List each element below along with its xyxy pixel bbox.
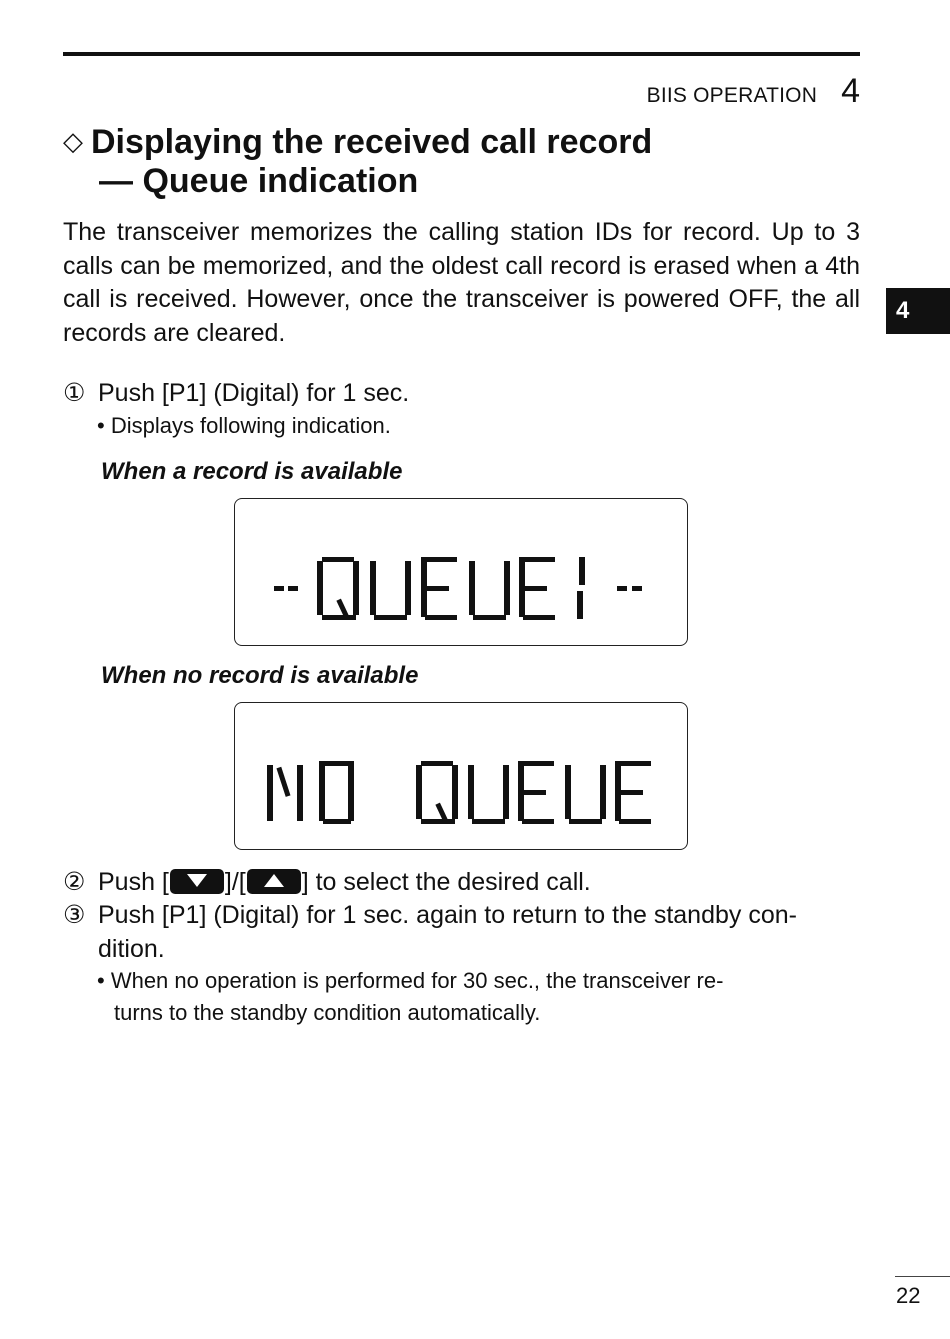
- step-2-marker: ②: [63, 868, 86, 896]
- chapter-tab: 4: [886, 288, 950, 334]
- step-2-pre: Push [: [98, 868, 169, 896]
- step-3-line-2: dition.: [98, 935, 165, 963]
- lcd-display-queue: [234, 498, 688, 646]
- step-2: [63, 866, 863, 899]
- running-header: [647, 72, 860, 111]
- page-number: 22: [896, 1283, 921, 1308]
- step-3-bullet-line-1: • When no operation is performed for 30 sec., the transceiver re-: [97, 968, 724, 993]
- step-3-line-1: Push [P1] (Digital) for 1 sec. again to return to the standby con-: [98, 901, 797, 929]
- intro-paragraph: The transceiver memorizes the calling station IDs for record. Up to 3 calls can be memorized, and the oldest call record is erased when a 4th call is received. However, once the transceiver is powered OFF, the all records are cleared.: [63, 218, 860, 347]
- step-3: [63, 899, 863, 932]
- top-rule: [63, 52, 860, 56]
- triangle-down-icon: [187, 874, 207, 888]
- section-title: [63, 122, 652, 201]
- lcd-segments: [235, 703, 689, 851]
- step-1-text: Push [P1] (Digital) for 1 sec.: [98, 379, 410, 407]
- step-1-marker: ①: [63, 379, 86, 407]
- step-2-post: ] to select the desired call.: [301, 868, 591, 896]
- step-1-bullet: • Displays following indication.: [97, 413, 391, 438]
- caption-record-available: When a record is available: [101, 458, 403, 485]
- step-3-marker: ③: [63, 901, 86, 929]
- step-1: [63, 377, 863, 410]
- step-2-mid: ]/[: [224, 868, 246, 896]
- title-line-2: — Queue indication: [99, 162, 419, 200]
- diamond-icon: ◇: [63, 126, 83, 156]
- up-key-button: [247, 869, 301, 894]
- lcd-segments: [235, 499, 689, 647]
- lcd-display-no-queue: [234, 702, 688, 850]
- step-3-bullet-line-2: turns to the standby condition automatically.: [114, 1000, 541, 1025]
- triangle-up-icon: [264, 874, 284, 888]
- chapter-number: 4: [841, 72, 860, 110]
- page-number-rule: [895, 1276, 950, 1277]
- section-name: BIIS OPERATION: [646, 84, 818, 107]
- down-key-button: [170, 869, 224, 894]
- caption-no-record: When no record is available: [101, 662, 419, 689]
- title-line-1: Displaying the received call record: [91, 123, 653, 161]
